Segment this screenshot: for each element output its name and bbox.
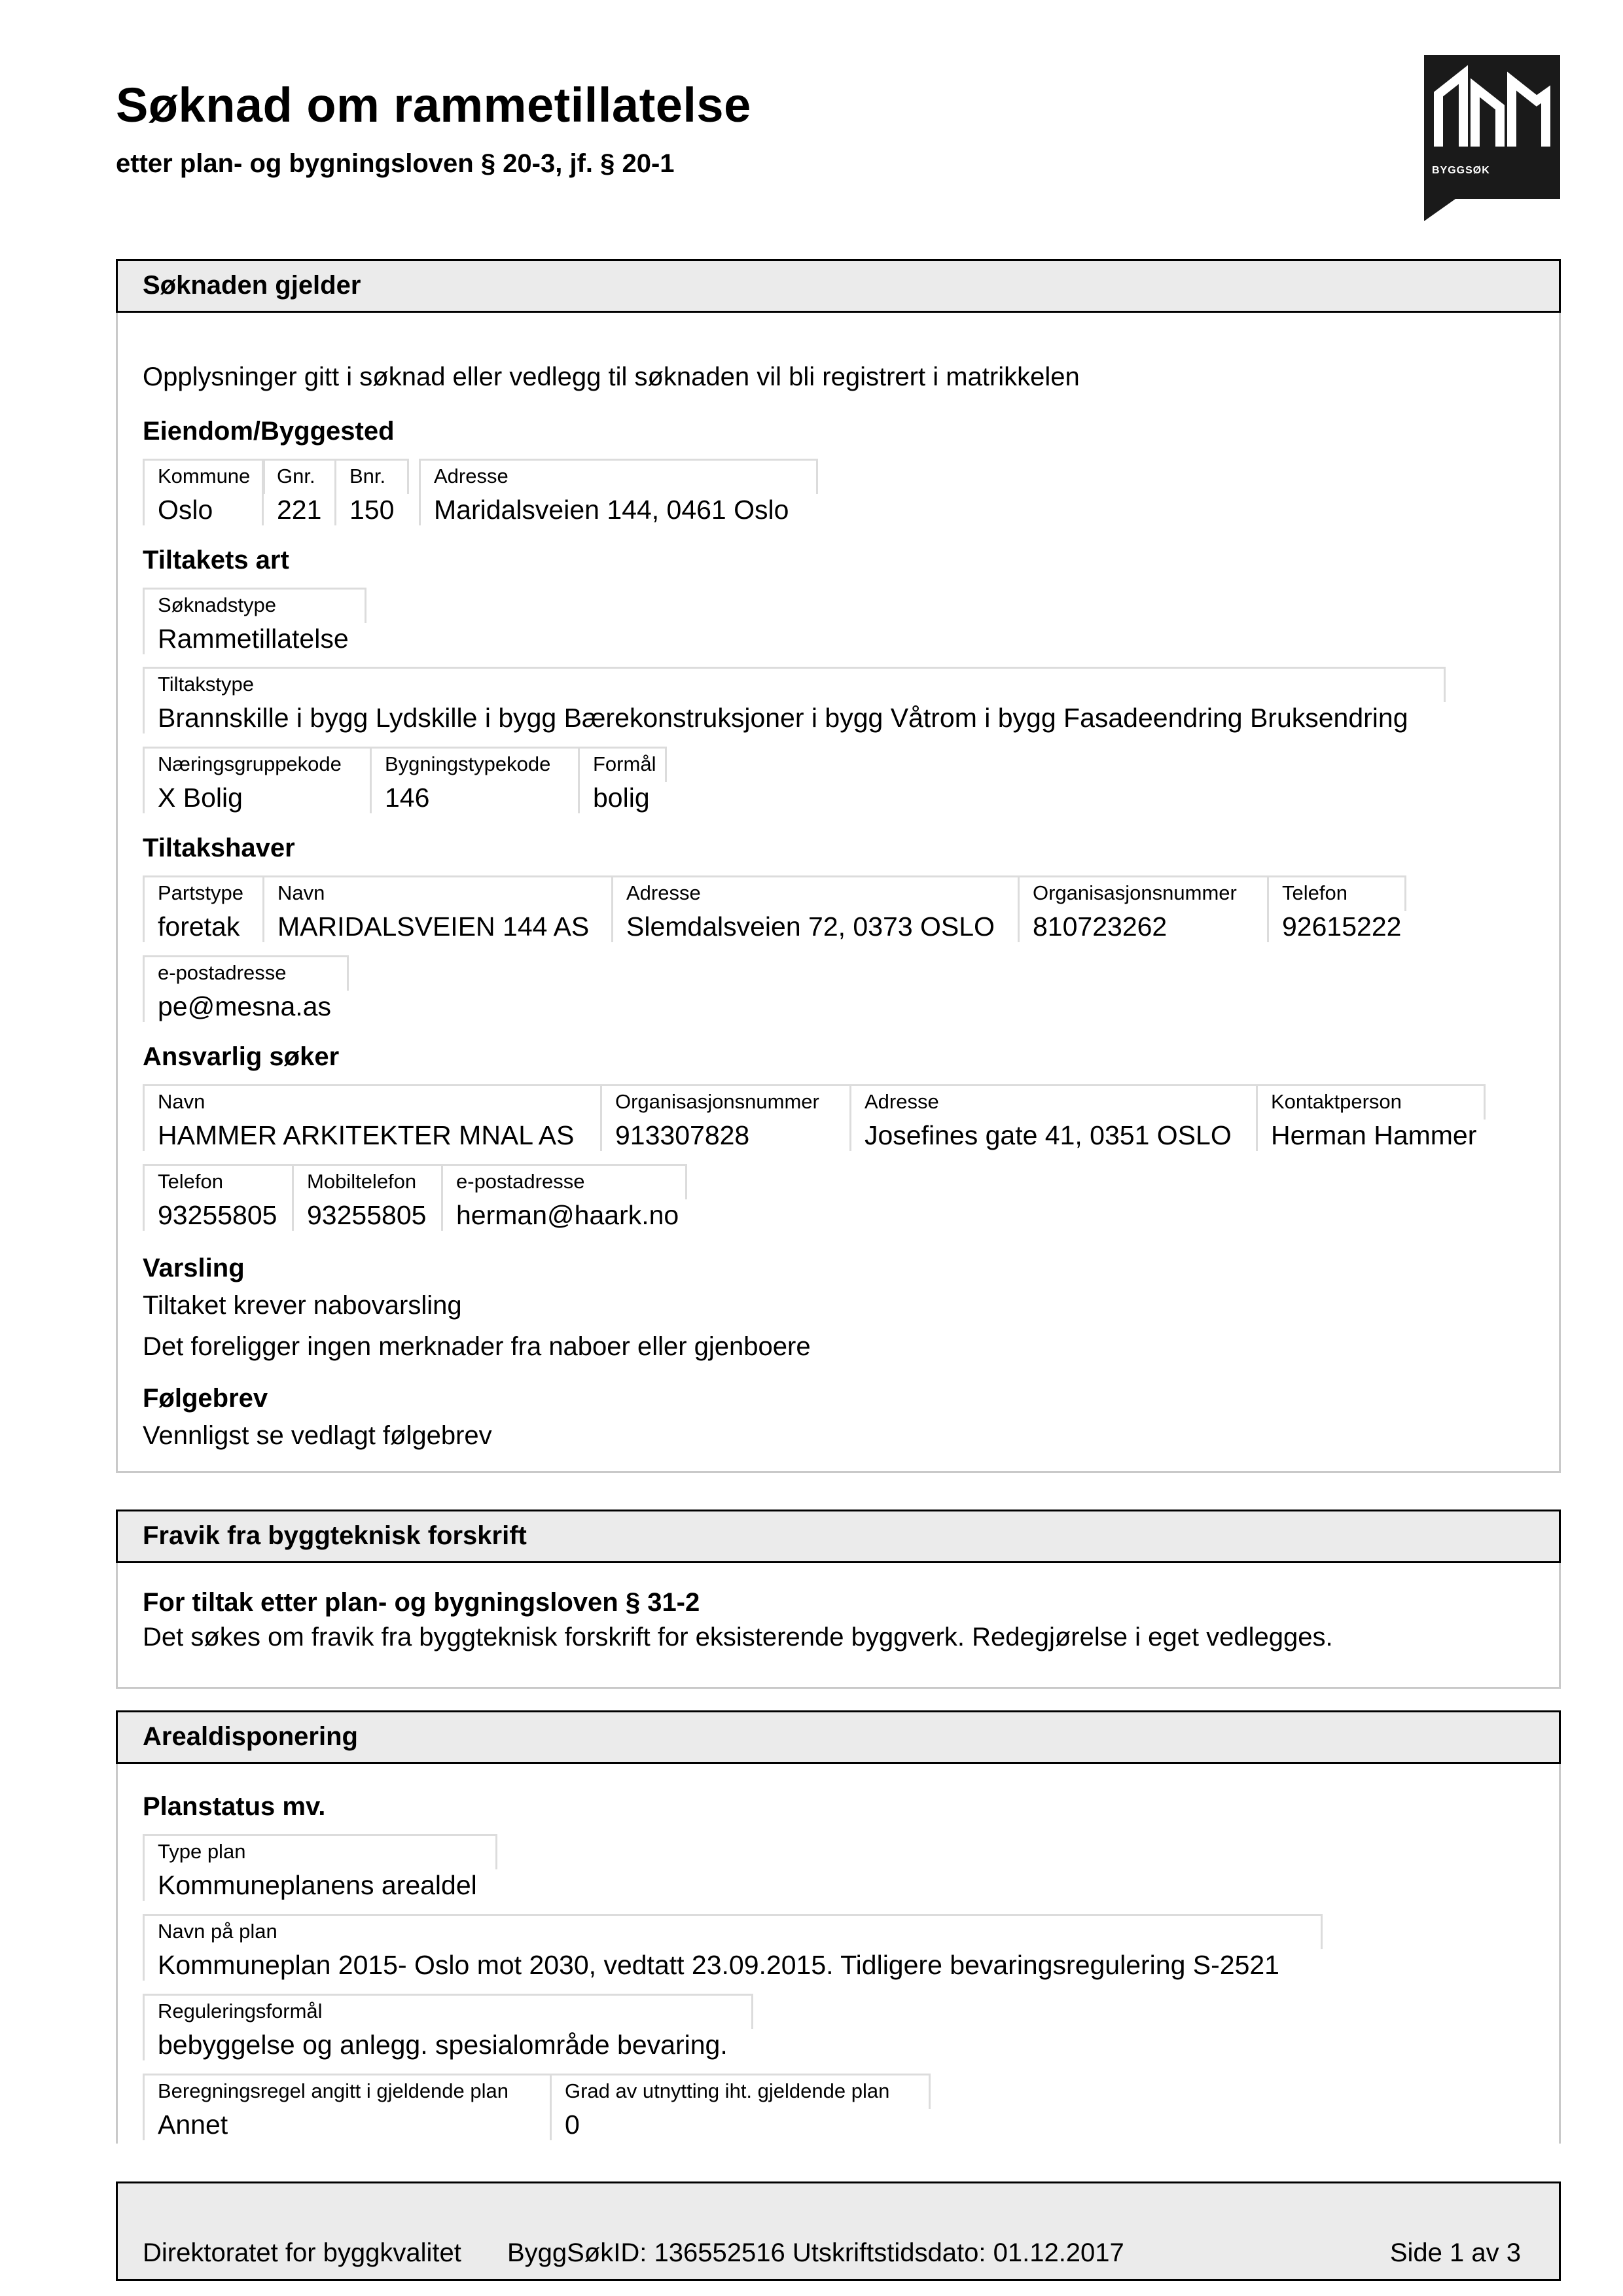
field-tiltakshaver-adresse [611, 875, 1018, 942]
footer-org: Direktoratet for byggkvalitet [143, 2238, 461, 2267]
field-value: pe@mesna.as [158, 991, 331, 1021]
intro-text: Opplysninger gitt i søknad eller vedlegg til søknaden vil bli registrert i matrikkelen [143, 362, 1080, 391]
field-label: Bnr. [349, 465, 386, 487]
field-gnr [262, 459, 334, 525]
varsling-heading: Varsling [143, 1254, 245, 1282]
field-value: Josefines gate 41, 0351 OSLO [865, 1120, 1232, 1150]
planstatus-heading: Planstatus mv. [143, 1792, 326, 1821]
field-label: Søknadstype [158, 593, 276, 616]
field-label: Type plan [158, 1840, 246, 1863]
fravik-text: Det søkes om fravik fra byggteknisk forskrift for eksisterende byggverk. Redegjørelse i eget vedlegges. [143, 1623, 1333, 1651]
field-label: Bygningstypekode [385, 752, 551, 775]
field-label: Telefon [1282, 881, 1347, 904]
field-value: 92615222 [1282, 911, 1402, 942]
varsling-line-2: Det foreligger ingen merknader fra naboer eller gjenboere [143, 1332, 811, 1361]
field-value: 146 [385, 783, 430, 813]
field-label: Navn på plan [158, 1920, 277, 1943]
field-value: Brannskille i bygg Lydskille i bygg Bærekonstruksjoner i bygg Våtrom i bygg Fasadeendring Bruksendring [158, 703, 1408, 733]
field-value: Rammetillatelse [158, 624, 349, 654]
field-value: HAMMER ARKITEKTER MNAL AS [158, 1120, 575, 1150]
field-beregningsregel [143, 2074, 550, 2140]
field-value: Herman Hammer [1271, 1120, 1477, 1150]
field-value: 0 [565, 2110, 580, 2140]
field-value: herman@haark.no [456, 1200, 679, 1230]
section-areal [116, 1764, 1561, 2144]
field-ansvarlig-navn [143, 1084, 600, 1151]
field-value: 913307828 [615, 1120, 750, 1150]
field-label: Tiltakstype [158, 673, 255, 696]
field-value: 93255805 [307, 1200, 427, 1230]
field-value: bebyggelse og anlegg. spesialområde bevaring. [158, 2030, 728, 2060]
field-label: Navn [158, 1090, 205, 1113]
folgebrev-heading: Følgebrev [143, 1384, 268, 1413]
field-value: foretak [158, 911, 240, 942]
field-adresse [419, 459, 816, 525]
field-tiltakshaver-navn [262, 875, 611, 942]
field-formal [578, 747, 665, 813]
field-label: Reguleringsformål [158, 2000, 323, 2022]
field-ansvarlig-telefon [143, 1164, 292, 1231]
field-ansvarlig-orgnr [600, 1084, 849, 1151]
field-tiltakshaver-telefon [1267, 875, 1404, 942]
field-label: Partstype [158, 881, 243, 904]
field-label: Grad av utnytting iht. gjeldende plan [565, 2079, 890, 2102]
page-title: Søknad om rammetillatelse [116, 78, 751, 132]
field-value: Kommuneplanens arealdel [158, 1870, 477, 1900]
field-value: Maridalsveien 144, 0461 Oslo [434, 495, 789, 525]
field-ansvarlig-epost [441, 1164, 685, 1231]
field-value: MARIDALSVEIEN 144 AS [277, 911, 590, 942]
field-value: Slemdalsveien 72, 0373 OSLO [626, 911, 995, 942]
field-ansvarlig-adresse [849, 1084, 1256, 1151]
tiltakshaver-heading: Tiltakshaver [143, 834, 295, 862]
field-label: e-postadresse [158, 961, 287, 984]
field-tiltakshaver-epost [143, 955, 347, 1022]
field-label: Adresse [434, 465, 508, 487]
field-value: 150 [349, 495, 395, 525]
field-label: Beregningsregel angitt i gjeldende plan [158, 2079, 509, 2102]
field-bnr [334, 459, 407, 525]
field-label: Kontaktperson [1271, 1090, 1402, 1113]
field-soknadstype [143, 588, 365, 654]
tiltak-heading: Tiltakets art [143, 546, 289, 574]
varsling-line-1: Tiltaket krever nabovarsling [143, 1291, 462, 1320]
section-header-soknaden: Søknaden gjelder [116, 259, 1561, 313]
field-label: e-postadresse [456, 1170, 585, 1193]
field-label: Navn [277, 881, 325, 904]
footer-byggsok-id: ByggSøkID: 136552516 Utskriftstidsdato: 01.12.2017 [507, 2238, 1124, 2267]
field-partstype [143, 875, 262, 942]
field-label: Næringsgruppekode [158, 752, 342, 775]
field-label: Adresse [865, 1090, 939, 1113]
field-type-plan [143, 1834, 495, 1901]
eiendom-heading: Eiendom/Byggested [143, 417, 395, 446]
field-kommune [143, 459, 263, 525]
folgebrev-text: Vennligst se vedlagt følgebrev [143, 1421, 492, 1450]
fravik-subheading: For tiltak etter plan- og bygningsloven § 31-2 [143, 1588, 700, 1617]
building-logo-icon [1424, 55, 1560, 163]
field-tiltakstype [143, 667, 1444, 733]
field-value: Kommuneplan 2015- Oslo mot 2030, vedtatt 23.09.2015. Tidligere bevaringsregulering S-2521 [158, 1950, 1279, 1980]
field-value: 93255805 [158, 1200, 277, 1230]
field-value: 810723262 [1033, 911, 1168, 942]
section-header-areal: Arealdisponering [116, 1710, 1561, 1764]
field-naeringsgruppekode [143, 747, 370, 813]
field-ansvarlig-kontaktperson [1256, 1084, 1484, 1151]
footer-page-number: Side 1 av 3 [1389, 2238, 1521, 2267]
field-label: Organisasjonsnummer [1033, 881, 1237, 904]
field-label: Organisasjonsnummer [615, 1090, 819, 1113]
section-header-fravik: Fravik fra byggteknisk forskrift [116, 1510, 1561, 1563]
ansvarlig-heading: Ansvarlig søker [143, 1042, 340, 1071]
field-value: X Bolig [158, 783, 243, 813]
field-label: Gnr. [277, 465, 315, 487]
field-bygningstypekode [370, 747, 578, 813]
page-subtitle: etter plan- og bygningsloven § 20-3, jf. § 20-1 [116, 149, 675, 178]
field-reguleringsformal [143, 1994, 751, 2060]
field-ansvarlig-mobil [292, 1164, 441, 1231]
logo-tail [1424, 199, 1455, 221]
page-footer [116, 2181, 1561, 2281]
field-value: bolig [593, 783, 650, 813]
byggsok-logo [1424, 55, 1560, 199]
section-fravik [116, 1563, 1561, 1689]
field-navn-pa-plan [143, 1914, 1321, 1981]
section-soknaden [116, 313, 1561, 1473]
field-label: Mobiltelefon [307, 1170, 417, 1193]
field-value: Oslo [158, 495, 213, 525]
field-tiltakshaver-orgnr [1018, 875, 1267, 942]
field-label: Kommune [158, 465, 251, 487]
field-label: Formål [593, 752, 656, 775]
field-value: 221 [277, 495, 322, 525]
field-label: Telefon [158, 1170, 223, 1193]
field-value: Annet [158, 2110, 228, 2140]
field-grad-av-utnytting [550, 2074, 929, 2140]
field-label: Adresse [626, 881, 701, 904]
logo-text: BYGGSØK [1432, 165, 1490, 176]
